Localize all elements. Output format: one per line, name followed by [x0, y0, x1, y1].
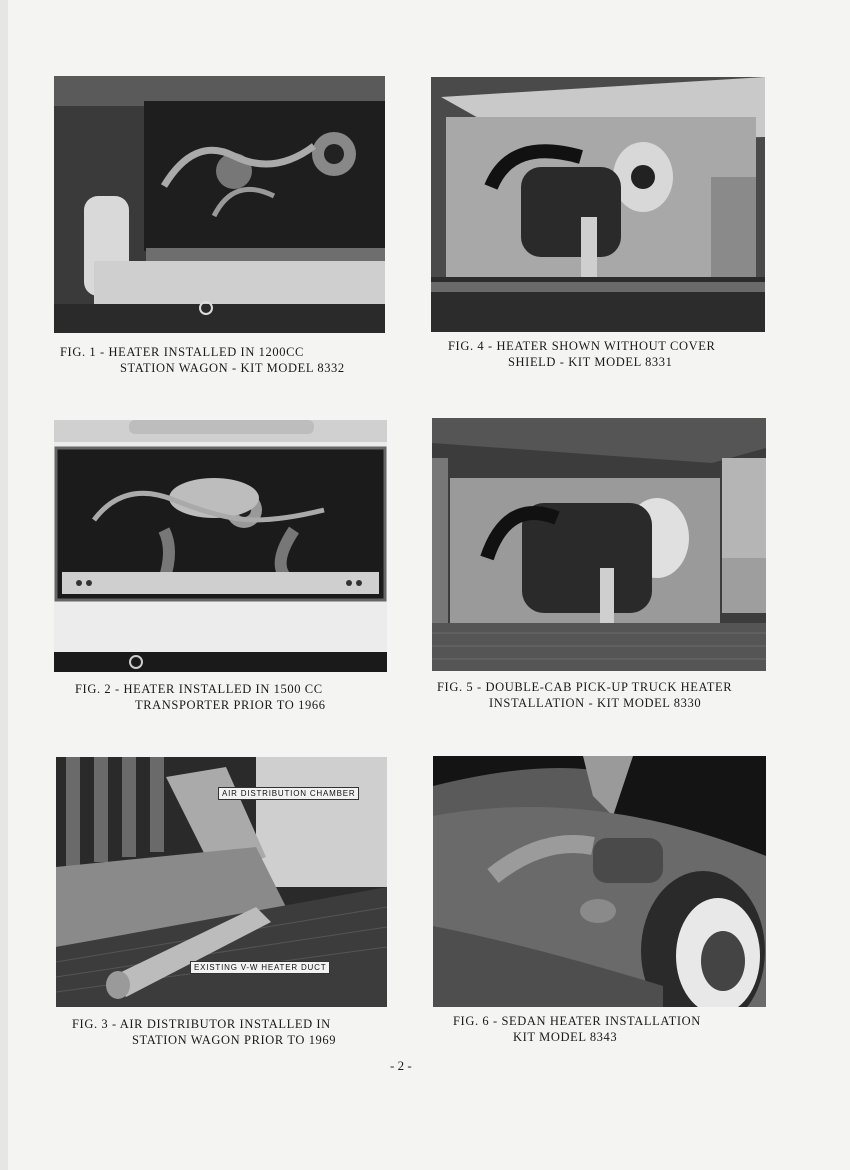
fig6-caption: FIG. 6 - SEDAN HEATER INSTALLATION KIT MODEL 8343 — [453, 1014, 701, 1044]
fig6-photo — [433, 756, 766, 1007]
fig4-caption: FIG. 4 - HEATER SHOWN WITHOUT COVER SHIELD - KIT MODEL 8331 — [448, 339, 716, 369]
page-number: - 2 - — [390, 1058, 412, 1073]
fig5-photo — [432, 418, 766, 671]
fig5-caption: FIG. 5 - DOUBLE-CAB PICK-UP TRUCK HEATER INSTALLATION - KIT MODEL 8330 — [437, 680, 733, 710]
fig4-photo — [431, 77, 765, 332]
fig2-photo — [54, 420, 387, 672]
page-edge — [0, 0, 8, 1170]
fig2-caption: FIG. 2 - HEATER INSTALLED IN 1500 CC TRANSPORTER PRIOR TO 1966 — [75, 682, 326, 712]
heater-duct-label: EXISTING V-W HEATER DUCT — [190, 961, 330, 974]
air-distribution-chamber-label: AIR DISTRIBUTION CHAMBER — [218, 787, 359, 800]
fig3-caption: FIG. 3 - AIR DISTRIBUTOR INSTALLED IN STATION WAGON PRIOR TO 1969 — [72, 1017, 337, 1047]
fig1-caption: FIG. 1 - HEATER INSTALLED IN 1200CC STATION WAGON - KIT MODEL 8332 — [60, 345, 345, 375]
fig1-photo — [54, 76, 385, 333]
